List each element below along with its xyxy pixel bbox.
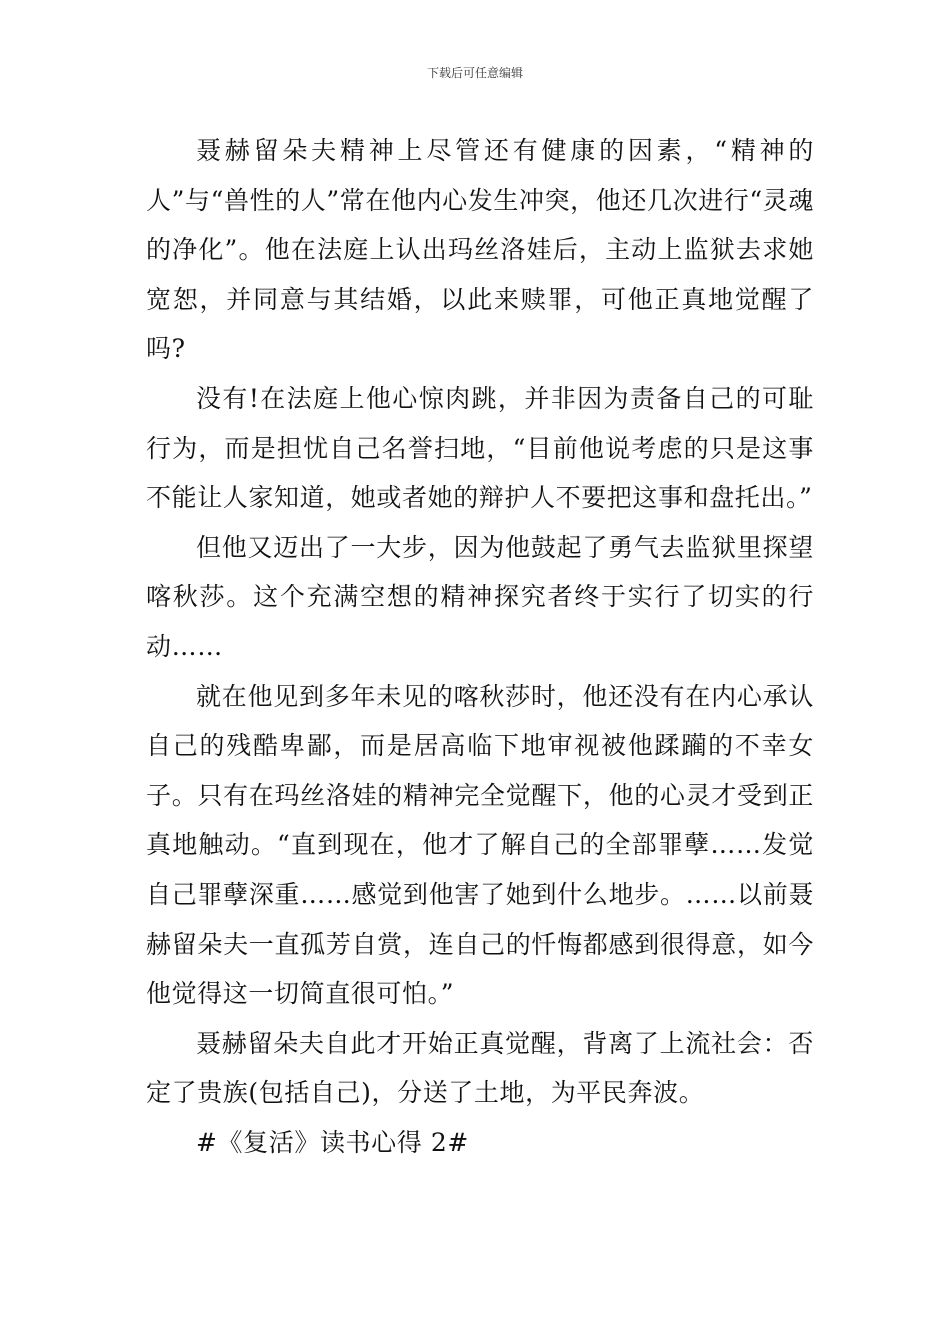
paragraph: 没有!在法庭上他心惊肉跳，并非因为责备自己的可耻行为，而是担忧自己名誉扫地，“目前他说考虑的只是这事不能让人家知道，她或者她的辩护人不要把这事和盘托出。” [146,383,814,513]
document-body [146,126,814,1167]
paragraph: 就在他见到多年未见的喀秋莎时，他还没有在内心承认自己的残酷卑鄙，而是居高临下地审视被他蹂躏的不幸女子。只有在玛丝洛娃的精神完全觉醒下，他的心灵才受到正真地触动。“直到现在，他才了解自己的全部罪孽……发觉自己罪孽深重……感觉到他害了她到什么地步。……以前聂赫留朵夫一直孤芳自赏，连自己的忏悔都感到很得意，如今他觉得这一切简直很可怕。” [146,681,814,1009]
paragraph: 聂赫留朵夫自此才开始正真觉醒，背离了上流社会：否定了贵族(包括自己)，分送了土地，为平民奔波。 [146,1028,814,1108]
paragraph: 聂赫留朵夫精神上尽管还有健康的因素，“精神的人”与“兽性的人”常在他内心发生冲突，他还几次进行“灵魂的净化”。他在法庭上认出玛丝洛娃后，主动上监狱去求她宽恕，并同意与其结婚，以此来赎罪，可他正真地觉醒了吗? [146,136,814,364]
section-heading: #《复活》读书心得 2# [196,1127,469,1157]
page-header: 下载后可任意编辑 [426,66,523,80]
paragraph: 但他又迈出了一大步，因为他鼓起了勇气去监狱里探望喀秋莎。这个充满空想的精神探究者终于实行了切实的行动…… [146,532,814,661]
